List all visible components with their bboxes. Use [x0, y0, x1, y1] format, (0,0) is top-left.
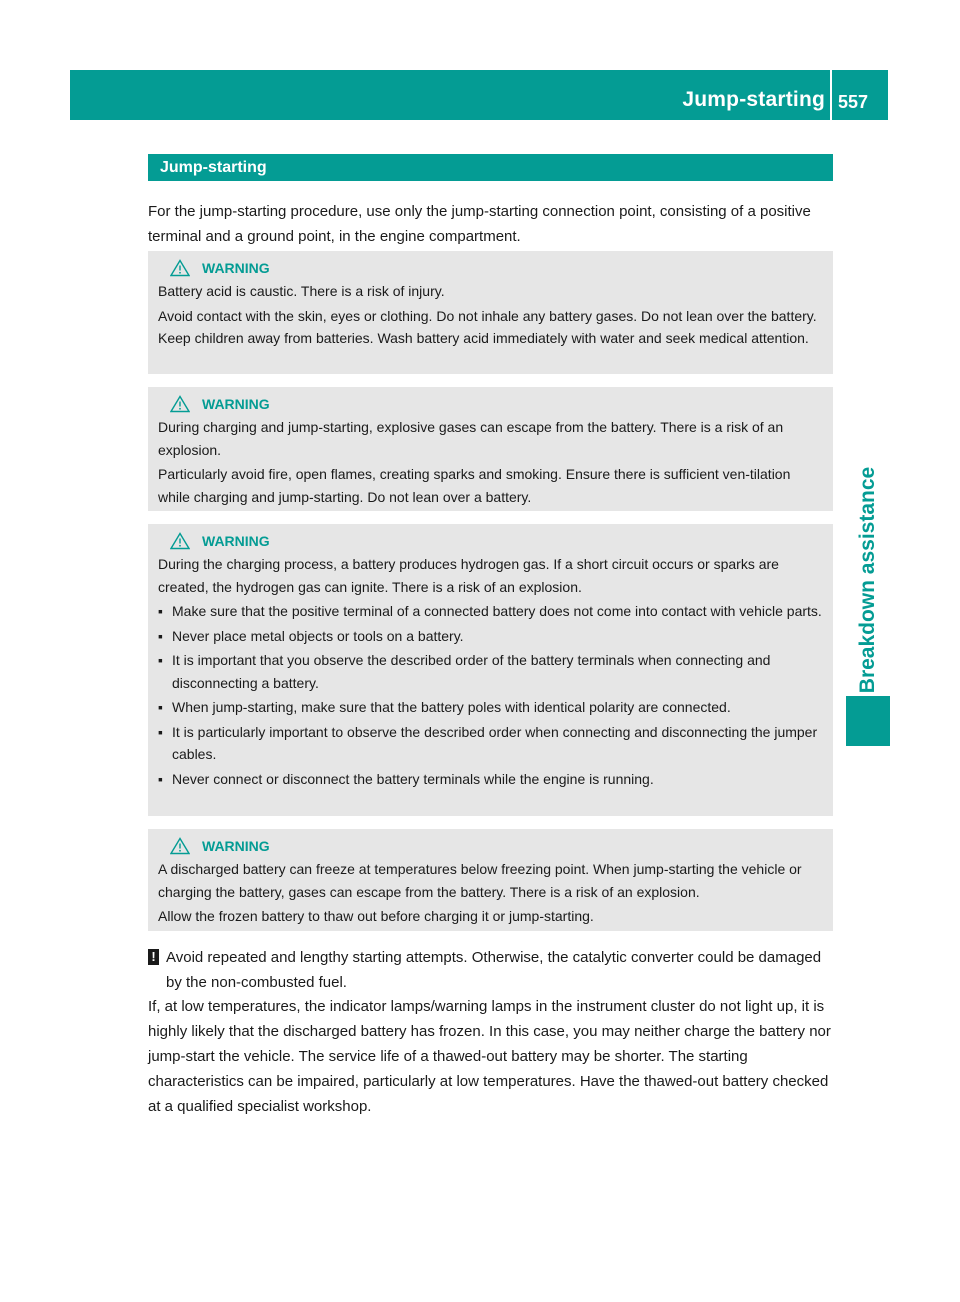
warning-triangle-icon — [170, 837, 190, 855]
warning-header — [158, 835, 823, 857]
warning-text: A discharged battery can freeze at temperatures below freezing point. When jump-starting the vehicle or charging the battery, gases can escape from the battery. There is a risk of an explosion. — [158, 861, 802, 900]
notice-paragraph — [148, 945, 834, 995]
warning-text: Particularly avoid fire, open flames, creating sparks and smoking. Ensure there is sufficient ven-tilation while charging and jump-starting. Do not lean over a battery. — [158, 466, 791, 505]
warning-box-explosive-gases — [148, 387, 833, 511]
section-heading: Jump-starting — [148, 154, 833, 181]
notice-text: Avoid repeated and lengthy starting attempts. Otherwise, the catalytic converter could be damaged by the non-combusted fuel. — [166, 949, 822, 991]
running-header-title: Jump-starting — [682, 88, 825, 111]
warning-box-hydrogen — [148, 524, 833, 816]
warning-title: WARNING — [202, 396, 270, 412]
warning-text: During charging and jump-starting, explosive gases can escape from the battery. There is a risk of an explosion. — [158, 419, 784, 458]
warning-title: WARNING — [202, 260, 270, 276]
bullet-item: ▪ When jump-starting, make sure that the battery poles with identical polarity are connected. — [158, 696, 823, 719]
chapter-label-text: Breakdown assistance — [856, 466, 879, 694]
warning-box-frozen-battery — [148, 829, 833, 931]
page-number: 557 — [838, 92, 869, 112]
bullet-item: ▪ Never place metal objects or tools on a battery. — [158, 625, 823, 648]
warning-text: Battery acid is caustic. There is a risk of injury. — [158, 283, 445, 299]
header-divider — [830, 70, 832, 120]
warning-header — [158, 393, 823, 415]
chapter-side-label — [846, 466, 890, 694]
frozen-battery-paragraph: If, at low temperatures, the indicator lamps/warning lamps in the instrument cluster do not light up, it is highly likely that the discharged battery has frozen. In this case, you may neither charge the battery nor jump-start the vehicle. The service life of a thawed-out battery may be shorter. The starting characteristics can be impaired, particularly at low temperatures. Have the thawed-out battery checked at a qualified specialist workshop. — [148, 998, 831, 1115]
bullet-item: ▪ It is particularly important to observe the described order when connecting and disconnecting the jumper cables. — [158, 721, 823, 766]
exclamation-icon: ! — [148, 949, 159, 965]
warning-box-acid — [148, 251, 833, 374]
warning-title: WARNING — [202, 533, 270, 549]
bullet-item: ▪ It is important that you observe the described order of the battery terminals when connecting and disconnecting a battery. — [158, 649, 823, 694]
warning-title: WARNING — [202, 838, 270, 854]
warning-triangle-icon — [170, 395, 190, 413]
warning-header — [158, 530, 823, 552]
bullet-item: ▪ Never connect or disconnect the battery terminals while the engine is running. — [158, 768, 823, 791]
warning-triangle-icon — [170, 532, 190, 550]
intro-paragraph: For the jump-starting procedure, use only the jump-starting connection point, consisting of a positive terminal and a ground point, in the engine compartment. — [148, 203, 811, 245]
warning-bullet-list — [158, 600, 823, 790]
warning-header — [158, 257, 823, 279]
warning-text: Allow the frozen battery to thaw out before charging it or jump-starting. — [158, 908, 594, 924]
warning-triangle-icon — [170, 259, 190, 277]
bullet-item: ▪ Make sure that the positive terminal of a connected battery does not come into contact with vehicle parts. — [158, 600, 823, 623]
chapter-tab-marker — [846, 696, 890, 746]
warning-text: Avoid contact with the skin, eyes or clothing. Do not inhale any battery gases. Do not lean over the battery. Keep children away from batteries. Wash battery acid immediately with water and seek medical attention. — [158, 307, 817, 346]
warning-text: During the charging process, a battery produces hydrogen gas. If a short circuit occurs or sparks are created, the hydrogen gas can ignite. There is a risk of an explosion. — [158, 556, 779, 595]
